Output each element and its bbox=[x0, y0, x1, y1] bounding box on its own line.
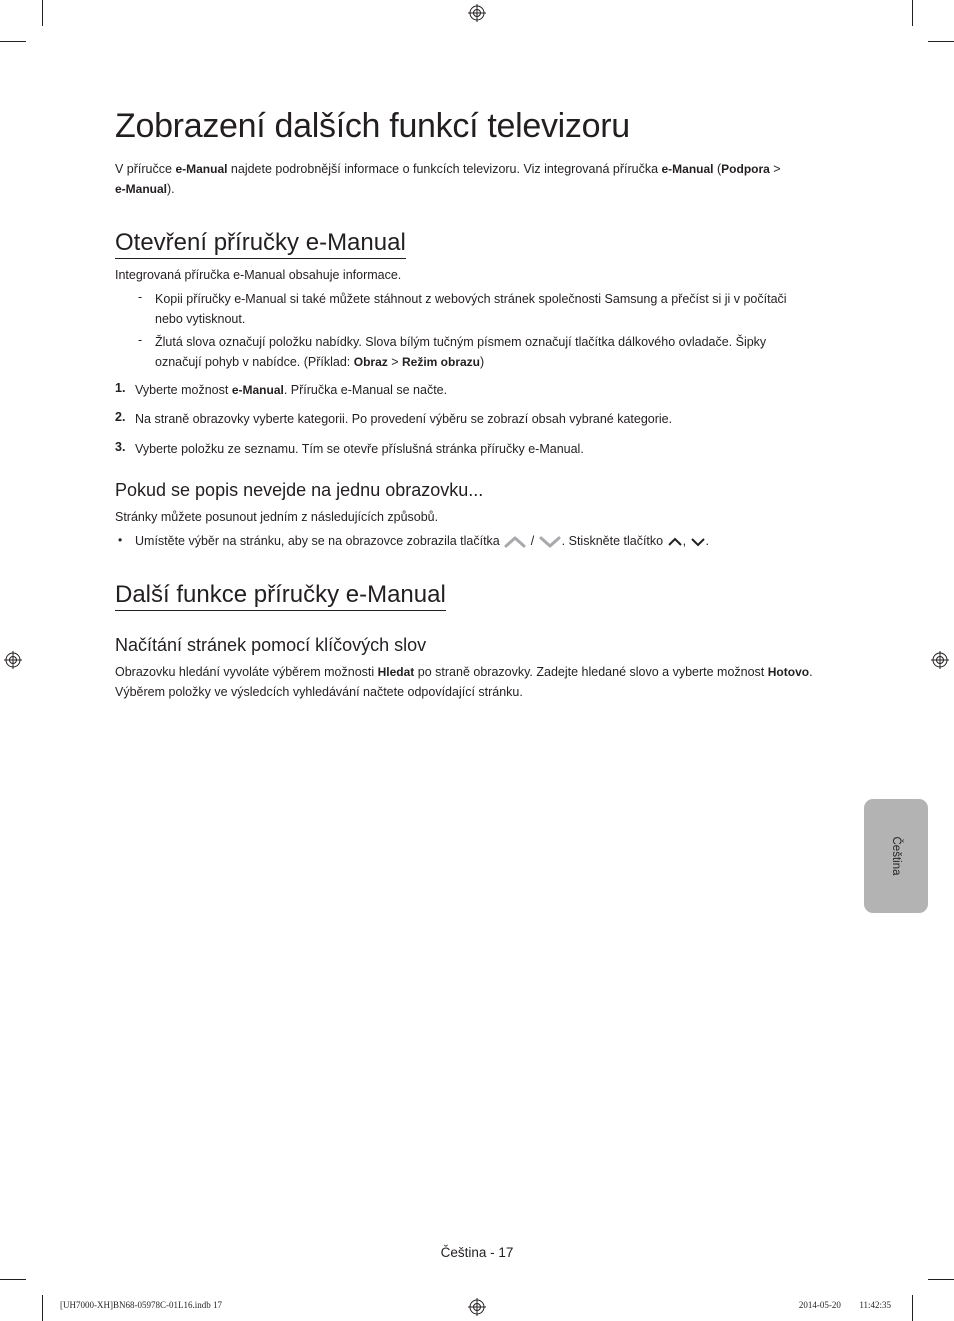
step-text: Vyberte možnost e-Manual. Příručka e-Manual se načte. bbox=[135, 383, 448, 397]
section-heading: Otevření příručky e-Manual bbox=[115, 229, 406, 259]
crop-mark bbox=[42, 1295, 43, 1321]
crop-mark bbox=[42, 0, 43, 26]
print-slug-left: [UH7000-XH]BN68-05978C-01L16.indb 17 bbox=[60, 1300, 222, 1310]
chevron-down-icon bbox=[690, 535, 706, 549]
bullet-mark: • bbox=[118, 533, 123, 547]
registration-mark-icon bbox=[931, 651, 949, 669]
chevron-up-soft-icon bbox=[503, 534, 527, 550]
print-slug-right: 2014-05-20 ￿￿ 11:42:35 bbox=[798, 1300, 891, 1310]
intro-paragraph: V příručce e-Manual najdete podrobnější informace o funkcích televizoru. Viz integrovaná příručka e-Manual (Podpora > e-Manual). bbox=[115, 162, 781, 196]
crop-mark bbox=[0, 1279, 26, 1280]
subsection-heading: Pokud se popis nevejde na jednu obrazovku... bbox=[115, 480, 484, 500]
language-side-tab bbox=[864, 799, 928, 913]
note-dash: - bbox=[138, 290, 143, 304]
note-dash: - bbox=[138, 333, 143, 347]
note-item: Kopii příručky e-Manual si také můžete stáhnout z webových stránek společnosti Samsung a přečíst si ji v počítači nebo vytisknout. bbox=[155, 292, 787, 326]
step-number: 1. bbox=[115, 381, 126, 395]
subsection-lead: Stránky můžete posunout jedním z následujících způsobů. bbox=[115, 510, 439, 524]
subsection-heading: Načítání stránek pomocí klíčových slov bbox=[115, 635, 427, 655]
bullet-item: Umístěte výběr na stránku, aby se na obrazovce zobrazila tlačítka / . Stiskněte tlačítko , . bbox=[135, 534, 710, 548]
subsection-paragraph: Obrazovku hledání vyvoláte výběrem možnosti Hledat po straně obrazovky. Zadejte hledané slovo a vyberte možnost Hotovo. Výběrem položky ve výsledcích vyhledávání načtete odpovídající stránku. bbox=[115, 665, 813, 699]
chevron-down-soft-icon bbox=[538, 534, 562, 550]
page-number: Čeština - 17 bbox=[440, 1245, 514, 1260]
page-title: Zobrazení dalších funkcí televizoru bbox=[115, 107, 630, 145]
crop-mark bbox=[912, 1295, 913, 1321]
registration-mark-icon bbox=[468, 4, 486, 22]
crop-mark bbox=[912, 0, 913, 26]
step-text: Vyberte položku ze seznamu. Tím se otevře příslušná stránka příručky e-Manual. bbox=[135, 442, 584, 456]
registration-mark-icon bbox=[468, 1298, 486, 1316]
crop-mark bbox=[928, 1279, 954, 1280]
crop-mark bbox=[928, 41, 954, 42]
step-number: 2. bbox=[115, 410, 126, 424]
crop-mark bbox=[0, 41, 26, 42]
step-text: Na straně obrazovky vyberte kategorii. Po provedení výběru se zobrazí obsah vybrané kategorie. bbox=[135, 412, 673, 426]
side-tab-label: Čeština bbox=[890, 836, 902, 876]
step-number: 3. bbox=[115, 440, 126, 454]
note-item: Žlutá slova označují položku nabídky. Slova bílým tučným písmem označují tlačítka dálkového ovladače. Šipky označují pohyb v nabídce. (Příklad: Obraz > Režim obrazu) bbox=[155, 335, 767, 369]
registration-mark-icon bbox=[4, 651, 22, 669]
section-heading: Další funkce příručky e-Manual bbox=[115, 581, 446, 611]
chevron-up-icon bbox=[667, 535, 683, 549]
section-lead: Integrovaná příručka e-Manual obsahuje informace. bbox=[115, 268, 402, 282]
